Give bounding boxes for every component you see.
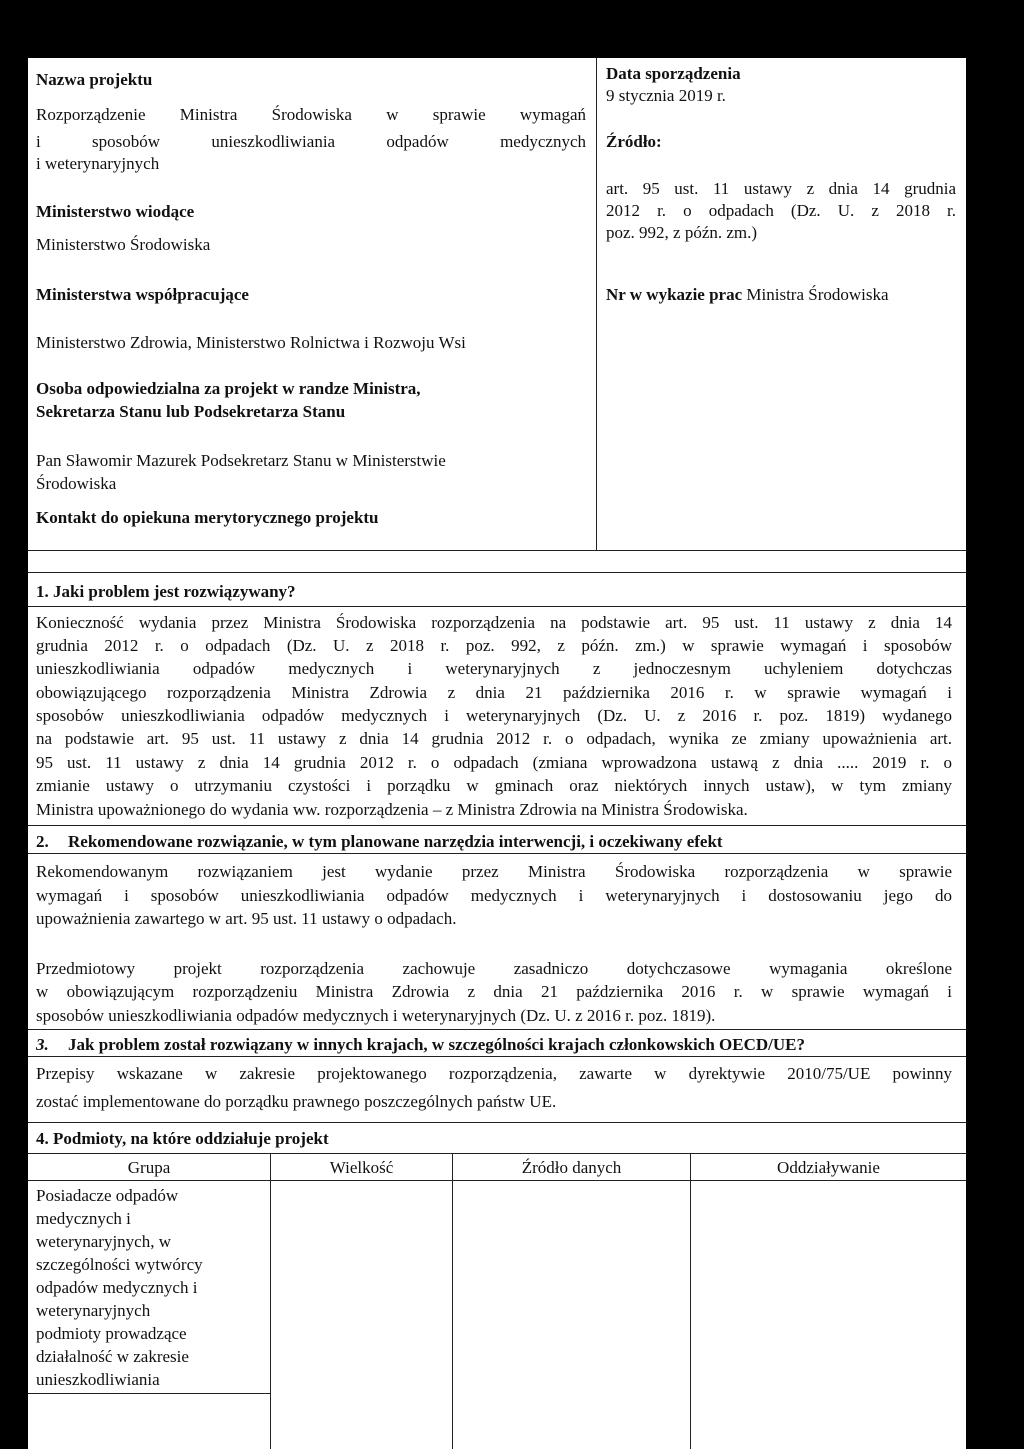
cooperating-ministries: Ministerstwo Zdrowia, Ministerstwo Rolnictwa i Rozwoju Wsi <box>36 333 466 352</box>
group-cell-line: unieszkodliwiania <box>36 1370 160 1389</box>
lead-ministry-label: Ministerstwo wiodące <box>36 202 195 221</box>
group-cell-line: weterynaryjnych <box>36 1301 151 1320</box>
group-cell-line: działalność w zakresie <box>36 1347 189 1366</box>
section2-line: Przedmiotowy projekt rozporządzenia zachowuje zasadniczo dotychczasowe wymagania określone <box>36 959 952 978</box>
column-header-size: Wielkość <box>329 1158 394 1177</box>
section3-line: zostać implementowane do porządku prawnego poszczególnych państw UE. <box>36 1092 557 1111</box>
source-label: Źródło: <box>606 132 662 151</box>
section2-line: sposobów unieszkodliwiania odpadów medycznych i weterynaryjnych (Dz. U. z 2016 r. poz. 1819). <box>36 1006 716 1025</box>
section1-line: 95 ust. 11 ustawy z dnia 14 grudnia 2012 r. o odpadach (zmiana wprowadzona ustawą z dnia ..... 2019 r. o <box>36 753 952 772</box>
work-list-value: Ministra Środowiska <box>742 285 889 304</box>
section1-line: zmianie ustawy o utrzymaniu czystości i porządku w gminach oraz niektórych innych ustaw), w tym zmiany <box>36 776 952 795</box>
column-header-group: Grupa <box>127 1158 171 1177</box>
section1-heading: 1. Jaki problem jest rozwiązywany? <box>36 582 296 601</box>
section3-heading-number: 3. <box>36 1035 49 1054</box>
group-cell-line: szczególności wytwórcy <box>36 1255 203 1274</box>
project-name-line: i weterynaryjnych <box>36 154 160 173</box>
group-cell-line: weterynaryjnych, w <box>36 1232 172 1251</box>
section2-line: upoważnienia zawartego w art. 95 ust. 11 ustawy o odpadach. <box>36 909 457 928</box>
group-cell-line: podmioty prowadzące <box>36 1324 187 1343</box>
source-line: poz. 992, z późn. zm.) <box>606 223 758 242</box>
source-line: art. 95 ust. 11 ustawy z dnia 14 grudnia <box>606 179 956 198</box>
section2-line: w obowiązującym rozporządzeniu Ministra Zdrowia z dnia 21 października 2016 r. w sprawie wymagań i <box>36 982 952 1001</box>
section1-line: obowiązującego rozporządzenia Ministra Zdrowia z dnia 21 października 2016 r. w sprawie wymagań i <box>36 683 952 702</box>
section4-heading: 4. Podmioty, na które oddziałuje projekt <box>36 1129 329 1148</box>
project-name-line: Rozporządzenie Ministra Środowiska w sprawie wymagań <box>36 105 586 124</box>
section1-line: Ministra upoważnionego do wydania ww. rozporządzenia – z Ministra Zdrowia na Ministra Środowiska. <box>36 800 748 819</box>
section2-heading-number: 2. <box>36 832 49 851</box>
column-header-impact: Oddziaływanie <box>777 1158 880 1177</box>
column-header-data-source: Źródło danych <box>521 1158 622 1177</box>
cooperating-label: Ministerstwa współpracujące <box>36 285 249 304</box>
section2-line: wymagań i sposobów unieszkodliwiania odpadów medycznych i weterynaryjnych i dostosowaniu jego do <box>36 886 952 905</box>
section3-line: Przepisy wskazane w zakresie projektowanego rozporządzenia, zawarte w dyrektywie 2010/75/UE powinny <box>36 1064 952 1083</box>
project-name-label: Nazwa projektu <box>36 70 153 89</box>
project-name-line: i sposobów unieszkodliwiania odpadów medycznych <box>36 132 586 151</box>
section1-line: unieszkodliwiania odpadów medycznych i weterynaryjnych z jednoczesnym uchyleniem dotychczas <box>36 659 952 678</box>
section1-line: sposobów unieszkodliwiania odpadów medycznych i weterynaryjnych (Dz. U. z 2016 r. poz. 1819) wydanego <box>36 706 952 725</box>
responsible-label-line: Sekretarza Stanu lub Podsekretarza Stanu <box>36 402 346 421</box>
responsible-line: Pan Sławomir Mazurek Podsekretarz Stanu w Ministerstwie <box>36 451 446 470</box>
work-list-entry <box>606 283 889 306</box>
group-cell-line: medycznych i <box>36 1209 131 1228</box>
source-line: 2012 r. o odpadach (Dz. U. z 2018 r. <box>606 201 956 220</box>
group-cell-line: odpadów medycznych i <box>36 1278 198 1297</box>
section1-line: grudnia 2012 r. o odpadach (Dz. U. z 2018 r. poz. 992, z późn. zm.) w sprawie wymagań i sposobów <box>36 636 952 655</box>
lead-ministry: Ministerstwo Środowiska <box>36 235 211 254</box>
group-cell-line: Posiadacze odpadów <box>36 1186 179 1205</box>
responsible-line: Środowiska <box>36 474 117 493</box>
work-list-label: Nr w wykazie prac <box>606 285 743 304</box>
section3-heading: Jak problem został rozwiązany w innych krajach, w szczególności krajach członkowskich OECD/UE? <box>68 1035 805 1054</box>
responsible-label-line: Osoba odpowiedzialna za projekt w randze Ministra, <box>36 379 421 398</box>
section2-line: Rekomendowanym rozwiązaniem jest wydanie przez Ministra Środowiska rozporządzenia w sprawie <box>36 862 952 881</box>
contact-label: Kontakt do opiekuna merytorycznego projektu <box>36 508 379 527</box>
date-label: Data sporządzenia <box>606 64 741 83</box>
date-value: 9 stycznia 2019 r. <box>606 86 726 105</box>
section2-heading: Rekomendowane rozwiązanie, w tym planowane narzędzia interwencji, i oczekiwany efekt <box>68 832 723 851</box>
section1-line: na podstawie art. 95 ust. 11 ustawy z dnia 14 grudnia 2012 r. o odpadach, wynika ze zmiany upoważnienia art. <box>36 729 952 748</box>
section1-line: Konieczność wydania przez Ministra Środowiska rozporządzenia na podstawie art. 95 ust. 11 ustawy z dnia 14 <box>36 613 952 632</box>
